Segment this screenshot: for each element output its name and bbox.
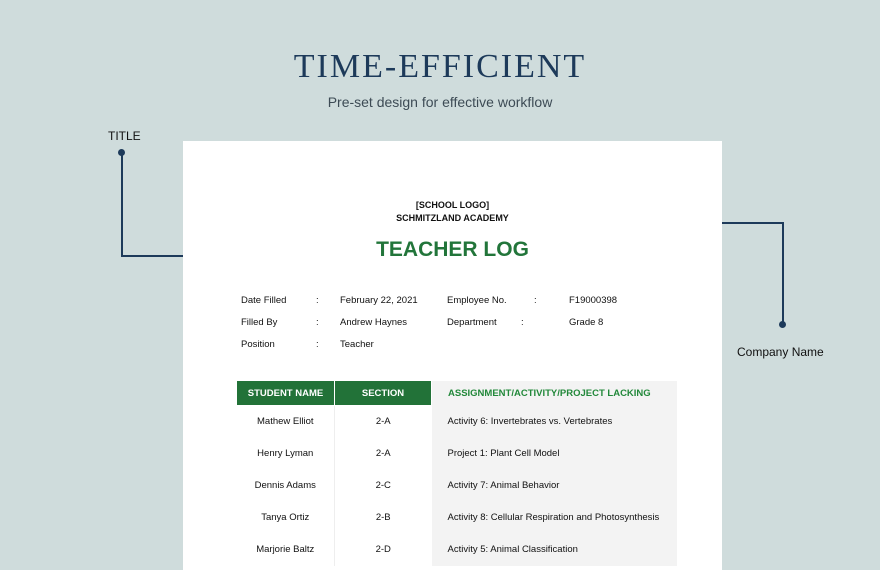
- student-table: [236, 380, 677, 566]
- callout-company-label: Company Name: [737, 345, 824, 359]
- section-cell: 2-C: [335, 470, 432, 502]
- callout-title-label: TITLE: [108, 129, 141, 143]
- student-name-cell: Tanya Ortiz: [261, 512, 310, 523]
- info-value: Grade 8: [569, 317, 604, 328]
- info-label: Employee No.: [447, 295, 507, 306]
- info-value: Andrew Haynes: [340, 317, 408, 328]
- table-row: [237, 470, 677, 502]
- lacking-item-cell: Activity 8: Cellular Respiration and Photosynthesis: [432, 502, 677, 534]
- info-value: F19000398: [569, 295, 618, 306]
- callout-line: [121, 152, 123, 256]
- column-header: STUDENT NAME: [237, 381, 335, 406]
- table-row: [237, 438, 677, 470]
- colon: :: [316, 295, 319, 306]
- lacking-item-cell: Activity 7: Animal Behavior: [432, 470, 677, 502]
- student-name-cell: Mathew Elliot: [257, 416, 314, 428]
- column-header: ASSIGNMENT/ACTIVITY/PROJECT LACKING: [432, 381, 677, 406]
- section-cell: 2-A: [335, 438, 432, 470]
- student-name-cell: Dennis Adams: [254, 480, 316, 491]
- colon: :: [521, 317, 524, 328]
- colon: :: [316, 317, 319, 328]
- table-row: [237, 406, 677, 438]
- school-name: SCHMITZLAND ACADEMY: [396, 213, 509, 223]
- column-header: SECTION: [335, 381, 432, 406]
- lacking-item-cell: Project 1: Plant Cell Model: [432, 438, 677, 470]
- callout-dot: [779, 321, 786, 328]
- callout-line: [782, 222, 784, 324]
- info-label: Position: [241, 339, 275, 350]
- hero-subtitle: Pre-set design for effective workflow: [327, 94, 553, 110]
- section-cell: 2-A: [335, 406, 432, 438]
- section-cell: 2-B: [335, 502, 432, 534]
- info-label: Date Filled: [241, 295, 287, 306]
- colon: :: [316, 339, 319, 350]
- student-name-cell: Henry Lyman: [257, 448, 314, 459]
- colon: :: [534, 295, 537, 306]
- table-row: [237, 502, 677, 534]
- table-row: [237, 534, 677, 566]
- school-header: [183, 199, 722, 225]
- document-title: TEACHER LOG: [376, 238, 529, 261]
- section-cell: 2-D: [335, 534, 432, 566]
- student-name-cell: Marjorie Baltz: [256, 544, 315, 555]
- teacher-log-document: [183, 141, 722, 570]
- info-value: February 22, 2021: [340, 295, 418, 306]
- lacking-item-cell: Activity 5: Animal Classification: [432, 534, 677, 566]
- info-label: Filled By: [241, 317, 278, 328]
- info-label: Department: [447, 317, 497, 328]
- info-value: Teacher: [340, 339, 374, 350]
- school-logo: [SCHOOL LOGO]: [415, 200, 490, 210]
- lacking-item-cell: Activity 6: Invertebrates vs. Vertebrates: [432, 406, 677, 438]
- hero-title: TIME-EFFICIENT: [293, 48, 587, 85]
